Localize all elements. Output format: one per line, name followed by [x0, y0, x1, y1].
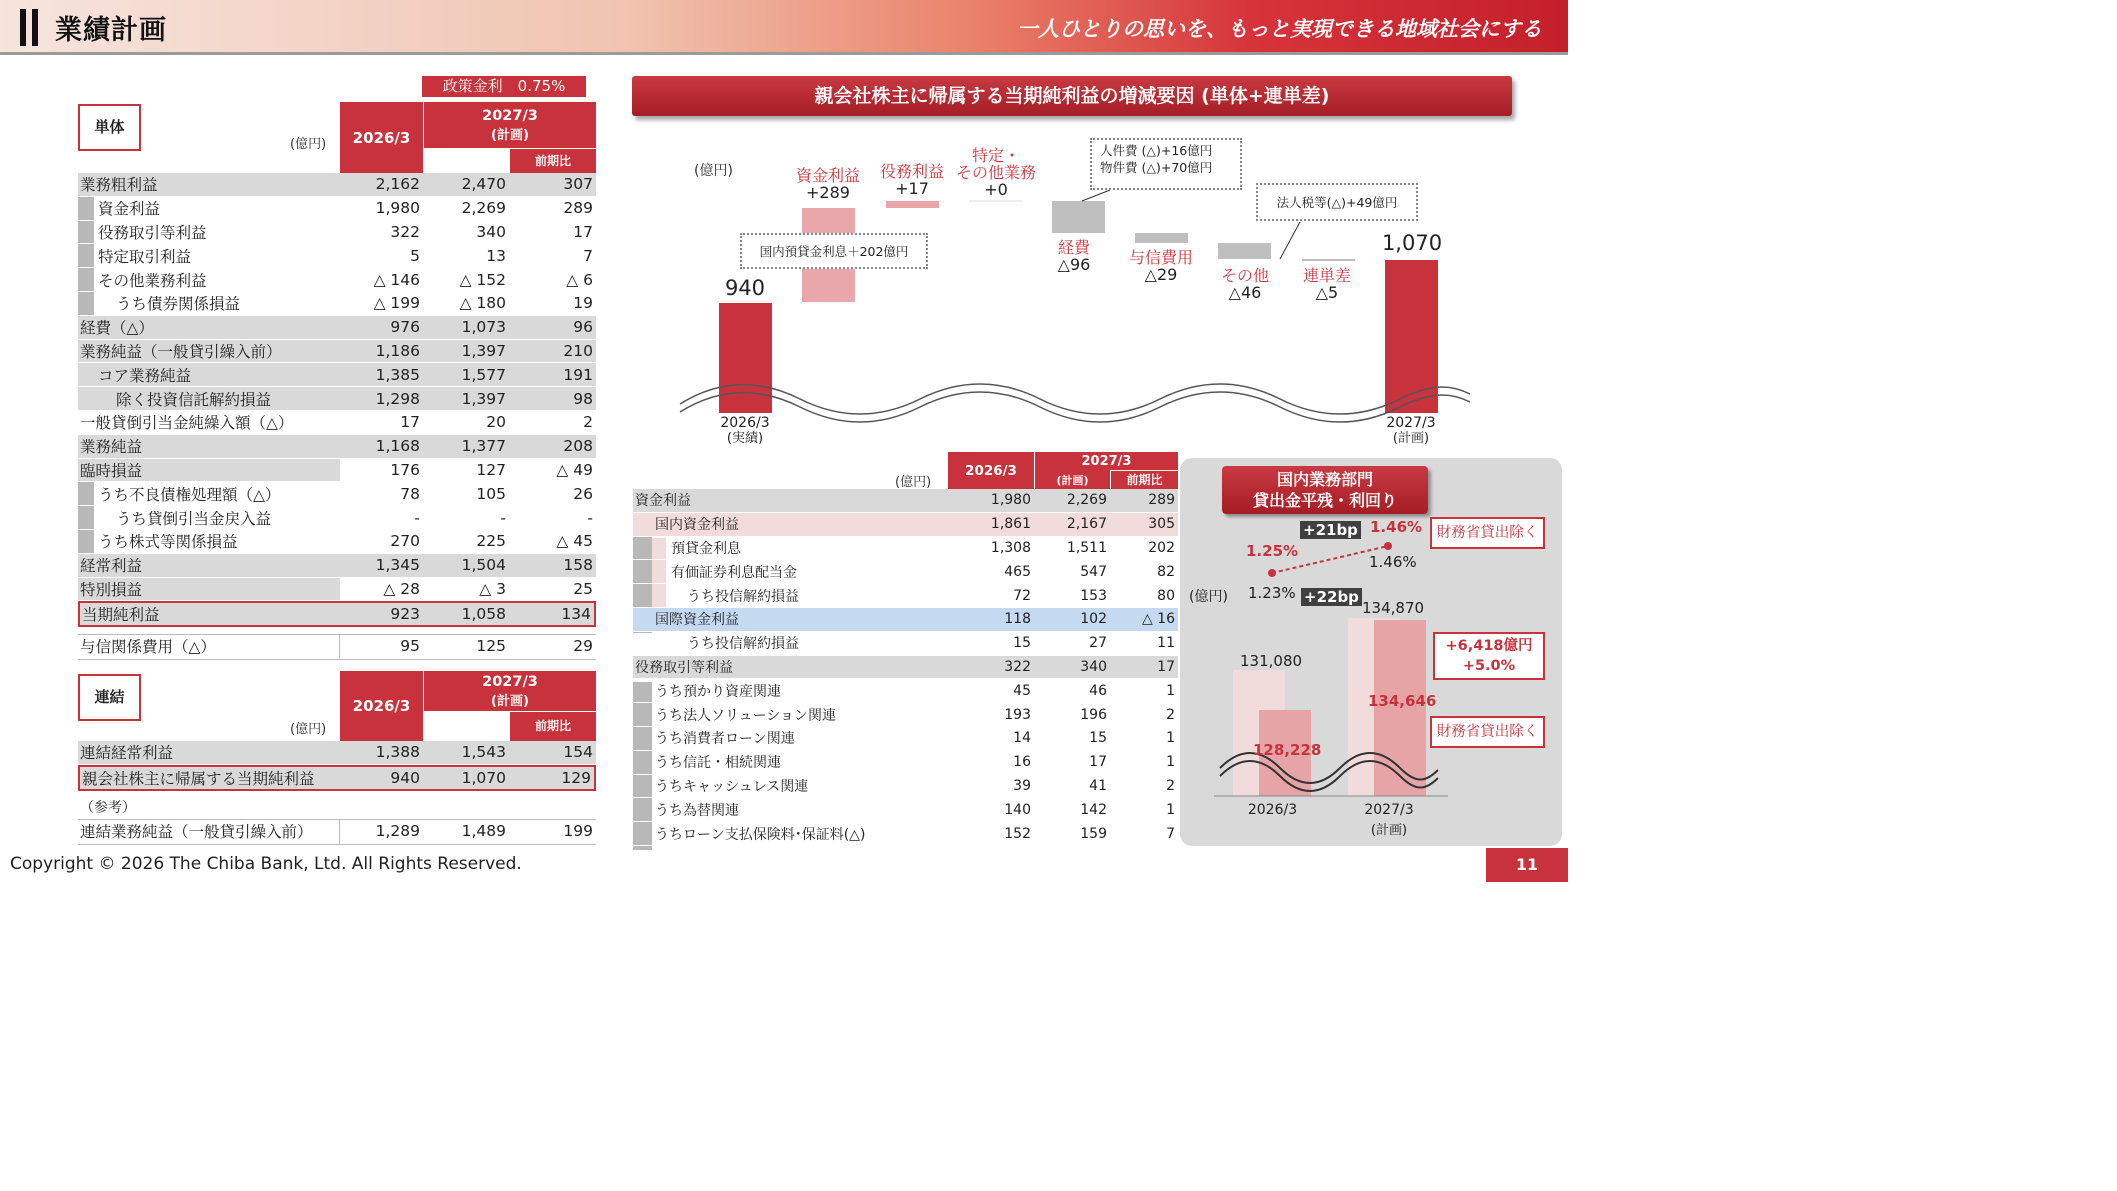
- table-row: 役務取引等利益 322 340 17: [633, 656, 1178, 680]
- step-consolidated-diff-value: △5: [1315, 283, 1339, 302]
- table-row: うち為替関連 140 142 1: [633, 798, 1178, 822]
- bar-step-fee: [886, 201, 939, 208]
- standalone-unit: (億円): [290, 137, 327, 152]
- step-expense-value: △96: [1057, 255, 1091, 274]
- bar-step-expense: [1052, 201, 1105, 233]
- yield-2026-red: 1.25%: [1246, 542, 1299, 560]
- table-row: 資金利益 1,980 2,269 289: [78, 197, 596, 221]
- table-row-net-income: 当期純利益 923 1,058 134: [78, 601, 596, 627]
- table-row: 役務取引等利益 322 340 17: [78, 221, 596, 245]
- table-row: 除く投資信託解約損益 1,298 1,397 98: [78, 387, 596, 411]
- table-row: うち法人ソリューション関連 193 196 2: [633, 703, 1178, 727]
- page-title: 業績計画: [55, 15, 167, 46]
- balance-2026-ex-mof: 128,228: [1253, 741, 1322, 759]
- interest-col-2027: 2027/3: [1034, 452, 1178, 470]
- balance-2027-ex-mof: 134,646: [1368, 692, 1437, 710]
- axis-break-line: [680, 392, 1470, 422]
- table-row: うち債券関係損益 △ 199 △ 180 19: [78, 292, 596, 316]
- axis-break-line: [680, 384, 1470, 414]
- yield-2026-black: 1.23%: [1248, 584, 1296, 602]
- table-row: 臨時損益 176 127 △ 49: [78, 459, 596, 483]
- table-row: 有価証券利息配当金 465 547 82: [633, 560, 1178, 584]
- interest-table-unit: (億円): [895, 475, 932, 490]
- table-row: 経費（△） 976 1,073 96: [78, 316, 596, 340]
- waterfall-chart: [0, 0, 1568, 460]
- x-label-end-sub: (計画): [1392, 431, 1430, 446]
- table-row: 一般貸倒引当金純繰入額（△） 17 20 2: [78, 411, 596, 435]
- bp-change-1: +21bp: [1300, 521, 1361, 539]
- note-tax: 法人税等(△)+49億円: [1256, 183, 1418, 221]
- yield-2027-black: 1.46%: [1369, 553, 1417, 571]
- loan-x-2027-sub: (計画): [1370, 823, 1408, 838]
- table-row: 与信関係費用（△） 95 125 29: [78, 635, 596, 659]
- table-row: 業務純益 1,168 1,377 208: [78, 435, 596, 459]
- interest-col-2026: 2026/3: [948, 452, 1034, 489]
- step-other-business-name: 特定・: [971, 146, 1020, 165]
- step-other-business-name2: その他業務: [955, 163, 1036, 182]
- consolidated-ref-table: [78, 819, 596, 845]
- step-other-value: △46: [1228, 283, 1262, 302]
- interest-table: [633, 489, 1178, 846]
- step-interest-value: +289: [806, 183, 850, 202]
- callout-line: [1280, 222, 1300, 259]
- table-row: 業務純益（一般貸引繰入前） 1,186 1,397 210: [78, 340, 596, 364]
- table-row: 特定取引利益 5 13 7: [78, 244, 596, 268]
- table-row: 特別損益 △ 28 △ 3 25: [78, 578, 596, 602]
- bar-step-consolidated-diff: [1302, 259, 1355, 261]
- table-row: うち信託・相続関連 16 17 1: [633, 751, 1178, 775]
- standalone-col-yoy: 前期比: [509, 148, 596, 173]
- table-row: 資金利益 1,980 2,269 289: [633, 489, 1178, 513]
- interest-col-yoy: 前期比: [1110, 470, 1178, 489]
- start-value-label: 940: [724, 276, 766, 300]
- standalone-col-2026: 2026/3: [340, 102, 423, 173]
- note-expense-breakdown: 人件費 (△)+16億円 物件費 (△)+70億円: [1090, 138, 1242, 190]
- x-label-end: 2027/3: [1386, 415, 1436, 431]
- balance-2026-total: 131,080: [1240, 652, 1303, 670]
- increase-box: +6,418億円 +5.0%: [1433, 632, 1545, 680]
- table-row: うち投信解約損益 15 27 11: [633, 632, 1178, 656]
- step-expense-name: 経費: [1057, 238, 1090, 257]
- end-value-label: 1,070: [1381, 231, 1443, 255]
- x-label-start: 2026/3: [720, 415, 770, 431]
- step-credit-name: 与信費用: [1128, 248, 1193, 267]
- reference-label: （参考）: [80, 800, 136, 816]
- table-row-consolidated-net-income: 親会社株主に帰属する当期純利益 940 1,070 129: [78, 765, 596, 791]
- consolidated-col-yoy: 前期比: [509, 711, 596, 741]
- bp-change-2: +22bp: [1301, 588, 1362, 606]
- consolidated-table: [78, 741, 596, 791]
- table-row: 連結経常利益 1,388 1,543 154: [78, 741, 596, 765]
- table-row: 連結業務純益（一般貸引繰入前） 1,289 1,489 199: [78, 820, 596, 844]
- table-row: コア業務純益 1,385 1,577 191: [78, 363, 596, 387]
- note-deposit-interest: 国内預貸金利息＋202億円: [740, 233, 928, 269]
- loan-x-2027: 2027/3: [1364, 802, 1414, 818]
- standalone-col-2027: 2027/3 (計画): [423, 102, 596, 148]
- bar-step-credit: [1135, 233, 1188, 243]
- table-row: 経常利益 1,345 1,504 158: [78, 554, 596, 578]
- mof-note-2: 財務省貸出除く: [1430, 716, 1545, 748]
- waterfall-unit: (億円): [694, 163, 733, 179]
- step-other-business-value: +0: [984, 180, 1008, 199]
- table-row: その他業務利益 △ 146 △ 152 △ 6: [78, 268, 596, 292]
- policy-rate-badge: 政策金利 0.75%: [422, 76, 586, 97]
- table-row: うちキャッシュレス関連 39 41 2: [633, 775, 1178, 799]
- table-row: 業務粗利益 2,162 2,470 307: [78, 173, 596, 197]
- credit-cost-table: [78, 634, 596, 660]
- step-other-name: その他: [1220, 266, 1269, 285]
- x-label-start-sub: (実績): [726, 431, 764, 446]
- step-fee-name: 役務利益: [879, 162, 944, 181]
- loan-x-2026: 2026/3: [1247, 802, 1298, 818]
- consolidated-col-2026: 2026/3: [340, 671, 423, 741]
- mof-note-1: 財務省貸出除く: [1430, 517, 1545, 549]
- table-row: うち株式等関係損益 270 225 △ 45: [78, 530, 596, 554]
- step-interest-name: 資金利益: [795, 166, 860, 185]
- table-row: 国内資金利益 1,861 2,167 305: [633, 513, 1178, 537]
- loan-unit: (億円): [1189, 589, 1228, 605]
- copyright: Copyright © 2026 The Chiba Bank, Ltd. All Rights Reserved.: [10, 854, 522, 874]
- table-row: うち預かり資産関連 45 46 1: [633, 679, 1178, 703]
- bar-step-other: [1218, 243, 1271, 259]
- table-row: うち不良債権処理額（△） 78 105 26: [78, 482, 596, 506]
- waterfall-title: 親会社株主に帰属する当期純利益の増減要因 (単体+連単差): [632, 76, 1512, 116]
- yield-2027-red: 1.46%: [1370, 518, 1423, 536]
- yield-point-2026: [1268, 569, 1276, 577]
- table-row: うち投信解約損益 72 153 80: [633, 584, 1178, 608]
- consolidated-unit: (億円): [290, 722, 327, 737]
- yield-point-2027: [1384, 542, 1392, 550]
- loan-panel-title: 国内業務部門 貸出金平残・利回り: [1222, 466, 1428, 514]
- balance-2027-total: 134,870: [1362, 599, 1425, 617]
- standalone-tag: 単体: [78, 104, 141, 151]
- bar-start: [719, 303, 772, 413]
- interest-col-2027-sub: (計画): [1034, 470, 1110, 489]
- bar-end: [1385, 260, 1438, 413]
- table-row: うち貸倒引当金戻入益 - - -: [78, 506, 596, 530]
- step-credit-value: △29: [1144, 265, 1178, 284]
- page-number: 11: [1486, 848, 1568, 882]
- consolidated-col-2027: 2027/3 (計画): [423, 671, 596, 711]
- table-row: 預貸金利息 1,308 1,511 202: [633, 537, 1178, 561]
- table-row: うち消費者ローン関連 14 15 1: [633, 727, 1178, 751]
- table-row: 国際資金利益 118 102 △ 16: [633, 608, 1178, 632]
- callout-line: [1082, 190, 1110, 201]
- slogan: 一人ひとりの思いを、もっと実現できる地域社会にする: [1017, 17, 1542, 41]
- step-consolidated-diff-name: 連単差: [1302, 266, 1351, 285]
- table-row: うちローン支払保険料･保証料(△) 152 159 7: [633, 822, 1178, 846]
- consolidated-tag: 連結: [78, 674, 141, 721]
- step-fee-value: +17: [895, 179, 929, 198]
